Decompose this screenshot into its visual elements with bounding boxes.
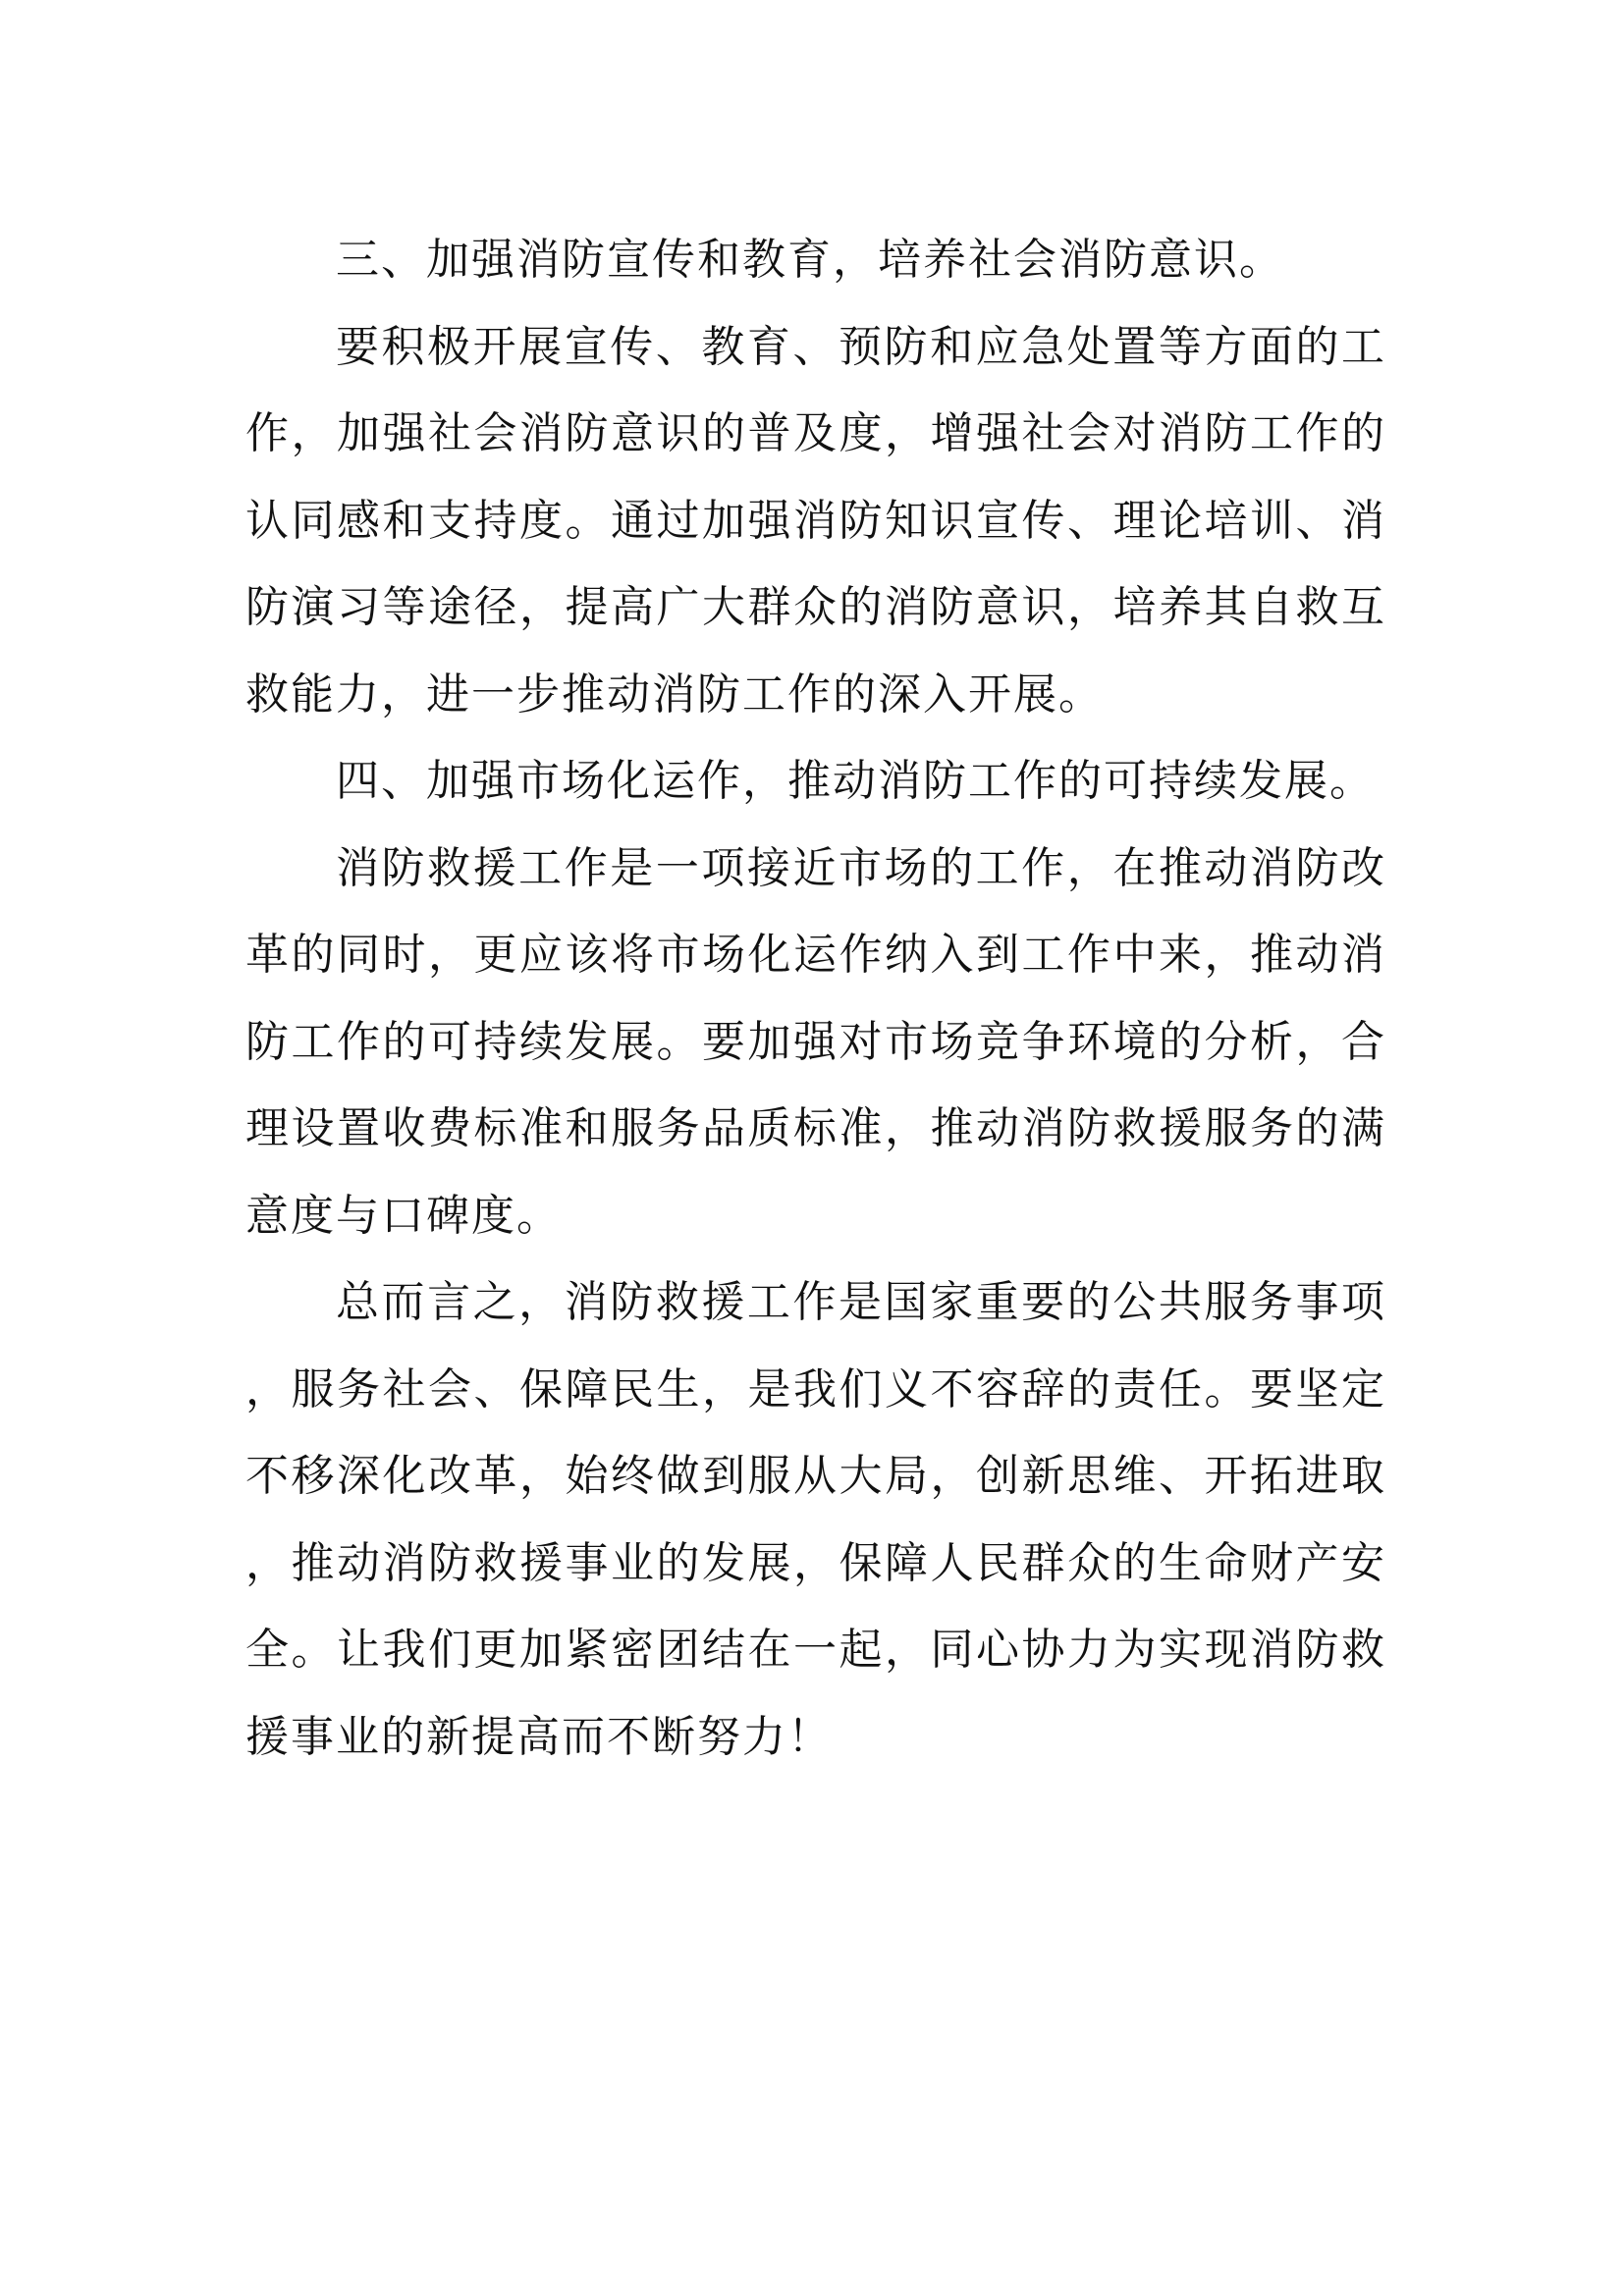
body-paragraph-2: 消防救援工作是一项接近市场的工作，在推动消防改革的同时，更应该将市场化运作纳入到工作中来，推动消防工作的可持续发展。要加强对市场竞争环境的分析，合理设置收费标准和服务品质标准，推动消防救援服务的满意度与口碑度。	[245, 842, 1386, 1241]
conclusion-paragraph: 总而言之，消防救援工作是国家重要的公共服务事项，服务社会、保障民生，是我们义不容辞的责任。要坚定不移深化改革，始终做到服从大局，创新思维、开拓进取，推动消防救援事业的发展，保障人民群众的生命财产安全。让我们更加紧密团结在一起，同心协力为实现消防救援事业的新提高而不断努力！	[245, 1277, 1386, 1762]
section-heading-4: 四、加强市场化运作，推动消防工作的可持续发展。	[336, 756, 1375, 806]
document-body	[245, 217, 1386, 1781]
section-heading-3: 三、加强消防宣传和教育，培养社会消防意识。	[336, 235, 1284, 285]
body-paragraph-1: 要积极开展宣传、教育、预防和应急处置等方面的工作，加强社会消防意识的普及度，增强社会对消防工作的认同感和支持度。通过加强消防知识宣传、理论培训、消防演习等途径，提高广大群众的消防意识，培养其自救互救能力，进一步推动消防工作的深入开展。	[245, 321, 1386, 720]
